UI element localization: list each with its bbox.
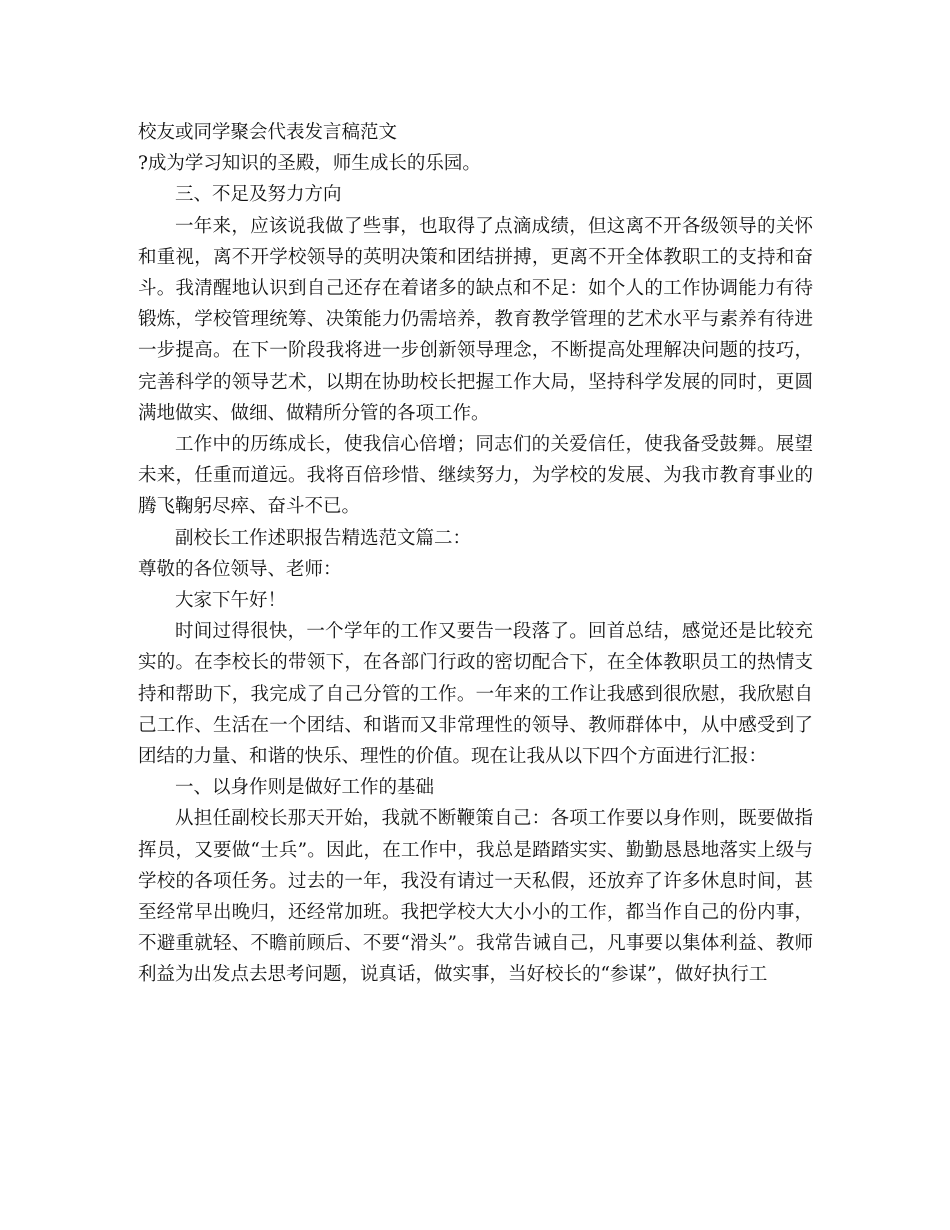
document-body [138, 117, 813, 991]
greeting: 大家下午好！ [175, 590, 287, 612]
article-title: 副校长工作述职报告精选范文篇二： [175, 527, 472, 549]
paragraph: 从担任副校长那天开始，我就不断鞭策自己：各项工作要以身作则，既要做指挥员，又要做“士兵”。因此，在工作中，我总是踏踏实实、勤勤恳恳地落实上级与学校的各项任务。过去的一年，我没有请过一天私假，还放弃了许多休息时间，甚至经常早出晚归，还经常加班。我把学校大大小小的工作，都当作自己的份内事，不避重就轻、不瞻前顾后、不要“滑头”。我常告诫自己，凡事要以集体利益、教师利益为出发点去思考问题，说真话，做实事，当好校长的“参谋”，做好执行工 [138, 808, 813, 986]
paragraph: 一年来，应该说我做了些事，也取得了点滴成绩，但这离不开各级领导的关怀和重视，离不开学校领导的英明决策和团结拼搏，更离不开全体教职工的支持和奋斗。我清醒地认识到自己还存在着诸多的缺点和不足：如个人的工作协调能力有待锻炼，学校管理统筹、决策能力仍需培养，教育教学管理的艺术水平与素养有待进一步提高。在下一阶段我将进一步创新领导理念，不断提高处理解决问题的技巧，完善科学的领导艺术，以期在协助校长把握工作大局，坚持科学发展的同时，更圆满地做实、做细、做精所分管的各项工作。 [138, 215, 813, 424]
section-heading-role-model: 一、以身作则是做好工作的基础 [175, 777, 435, 799]
section-heading-shortcomings: 三、不足及努力方向 [175, 184, 342, 206]
salutation: 尊敬的各位领导、老师： [138, 558, 342, 580]
paragraph-continuation: ?成为学习知识的圣殿，师生成长的乐园。 [138, 153, 481, 175]
document-header: 校友或同学聚会代表发言稿范文 [138, 122, 398, 143]
paragraph: 时间过得很快，一个学年的工作又要告一段落了。回首总结，感觉还是比较充实的。在李校长的带领下，在各部门行政的密切配合下，在全体教职员工的热情支持和帮助下，我完成了自己分管的工作。一年来的工作让我感到很欣慰，我欣慰自己工作、生活在一个团结、和谐而又非常理性的领导、教师群体中，从中感受到了团结的力量、和谐的快乐、理性的价值。现在让我从以下四个方面进行汇报： [138, 621, 813, 768]
paragraph: 工作中的历练成长，使我信心倍增；同志们的关爱信任，使我备受鼓舞。展望未来，任重而道远。我将百倍珍惜、继续努力，为学校的发展、为我市教育事业的腾飞鞠躬尽瘁、奋斗不已。 [138, 434, 813, 518]
